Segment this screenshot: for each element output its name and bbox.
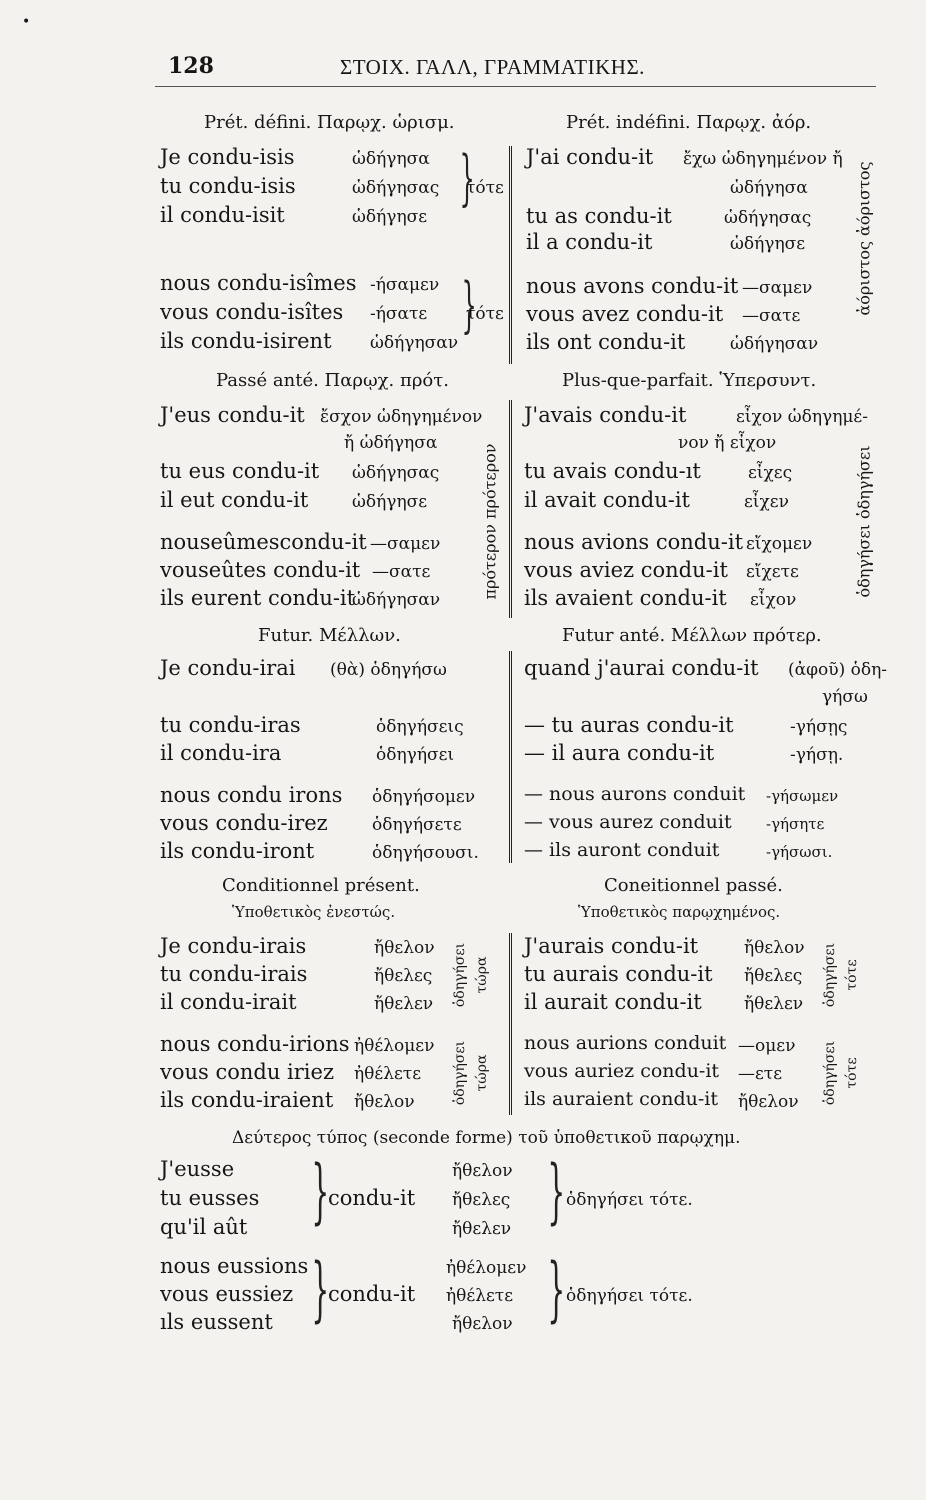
- page-speck: •: [22, 14, 31, 30]
- vertical-annotation: ὁδηγήσει ὁδηγήσει: [854, 445, 874, 598]
- french-form: J'ai condu-it: [526, 145, 654, 169]
- section-subheader: Ὑποθετικὸς παρῳχημένος.: [578, 903, 781, 921]
- vertical-annotation: τότε: [844, 959, 860, 991]
- greek-form: —ομεν: [738, 1036, 796, 1056]
- french-form: vous aviez condu-it: [524, 558, 728, 582]
- french-form: — ils auront conduit: [524, 839, 720, 861]
- french-form: nous avions condu-it: [524, 530, 744, 554]
- french-form: nous avons condu-it: [526, 274, 739, 298]
- result: ὁδηγήσει τότε.: [566, 1286, 693, 1306]
- greek-form: ἤθελον: [354, 1092, 415, 1112]
- greek-form: ὁδηγήσει: [376, 745, 455, 765]
- subject: vous eussiez: [160, 1282, 294, 1306]
- greek-form: ὡδήγησαν: [730, 334, 819, 354]
- section-header: Prét. défini. Παρῳχ. ὡρισμ.: [204, 112, 455, 133]
- french-form: il condu-isit: [160, 203, 285, 227]
- greek-form: -γήσωσι.: [766, 843, 833, 861]
- greek-form: (θὰ) ὁδηγήσω: [330, 660, 447, 680]
- greek-form: ὡδήγησαν: [370, 333, 459, 353]
- french-form: vous condu iriez: [160, 1060, 335, 1084]
- greek-form: -γήσωμεν: [766, 787, 839, 805]
- french-form: tu condu-irais: [160, 962, 308, 986]
- greek-form: ὁδηγήσομεν: [372, 787, 476, 807]
- greek-form: -ήσατε: [370, 304, 428, 324]
- french-form: — il aura condu-it: [524, 741, 715, 765]
- greek-form: γήσω: [822, 687, 868, 707]
- greek-form: εἶχον ὡδηγημέ-: [736, 407, 868, 427]
- french-form: tu condu-isis: [160, 174, 296, 198]
- french-form: — vous aurez conduit: [524, 811, 732, 833]
- brace-icon: }: [459, 143, 475, 213]
- french-form: nous condu-irions: [160, 1032, 350, 1056]
- greek-form: ὡδήγησας: [352, 178, 440, 198]
- section-subheader: Ὑποθετικὸς ἐνεστώς.: [232, 903, 396, 921]
- vertical-annotation: ὁδηγήσει: [822, 1040, 838, 1106]
- greek-form: ἤθελες: [374, 966, 433, 986]
- greek-form: ὁδηγήσετε: [372, 815, 462, 835]
- greek-form: ἠθέλομεν: [354, 1036, 435, 1056]
- greek-form: —σατε: [742, 306, 801, 326]
- greek-form: εἶχεν: [744, 492, 789, 512]
- vertical-annotation: ὁδηγήσει: [452, 942, 468, 1008]
- french-form: ils avaient condu-it: [524, 586, 727, 610]
- brace-icon: }: [547, 1248, 566, 1330]
- french-form: tu condu-iras: [160, 713, 301, 737]
- french-form: tu aurais condu-it: [524, 962, 713, 986]
- greek-form: -γήσῃ.: [790, 745, 844, 765]
- section-header: Passé anté. Παρῳχ. πρότ.: [216, 370, 449, 391]
- french-form: il eut condu-it: [160, 488, 309, 512]
- greek-form: ἔχω ὡδηγημένον ἤ: [683, 149, 843, 169]
- french-form: J'eus condu-it: [160, 403, 305, 427]
- french-form: tu avais condu-ıt: [524, 459, 701, 483]
- french-form: J'aurais condu-it: [524, 934, 699, 958]
- vertical-annotation: τώρα: [474, 956, 490, 994]
- greek-adverb: τότε: [466, 304, 504, 324]
- section-header: Δεύτερος τύπος (seconde forme) τοῦ ὑποθετικοῦ παρῳχημ.: [232, 1128, 741, 1148]
- greek-form: εἴχετε: [746, 562, 799, 582]
- greek-adverb: τότε: [466, 178, 504, 198]
- french-form: il avait condu-it: [524, 488, 690, 512]
- french-form: vous condu-irez: [160, 811, 328, 835]
- brace-icon: }: [311, 1248, 330, 1330]
- result: ὁδηγήσει τότε.: [566, 1190, 693, 1210]
- french-form: J'avais condu-it: [524, 403, 687, 427]
- greek-form: εἶχες: [748, 463, 793, 483]
- greek-form: εἶχον: [750, 590, 797, 610]
- greek-form: ὡδήγησε: [352, 207, 428, 227]
- greek-form: ἠθέλετε: [446, 1286, 514, 1306]
- greek-form: εἴχομεν: [746, 534, 813, 554]
- french-form: — tu auras condu-it: [524, 713, 734, 737]
- verb: condu-it: [328, 1282, 416, 1306]
- french-form: ils eurent condu-it: [160, 586, 356, 610]
- greek-form: -γήσῃς: [790, 717, 848, 737]
- subject: ıls eussent: [160, 1310, 273, 1334]
- greek-form: ἠθέλομεν: [446, 1258, 527, 1278]
- greek-form: -γήσητε: [766, 815, 825, 833]
- greek-form: ἤθελον: [452, 1161, 513, 1181]
- french-form: ils condu-iront: [160, 839, 315, 863]
- french-form: ils ont condu-it: [526, 330, 686, 354]
- vertical-annotation: τότε: [844, 1057, 860, 1089]
- page-number: 128: [168, 53, 214, 79]
- greek-form: νον ἤ εἶχον: [678, 433, 777, 453]
- french-form: Je condu-irai: [160, 656, 296, 680]
- greek-form: ὡδήγησε: [352, 492, 428, 512]
- french-form: — nous aurons conduit: [524, 783, 746, 805]
- section-header: Futur. Μέλλων.: [258, 625, 401, 646]
- verb: condu-it: [328, 1186, 416, 1210]
- french-form: il condu-ira: [160, 741, 282, 765]
- brace-icon: }: [461, 270, 477, 340]
- subject: tu eusses: [160, 1186, 260, 1210]
- french-form: quand j'aurai condu-it: [524, 656, 759, 680]
- column-divider: [509, 933, 512, 1115]
- french-form: vouseûtes condu-it: [160, 558, 361, 582]
- greek-form: —σατε: [372, 562, 431, 582]
- greek-form: ὡδήγησας: [724, 208, 812, 228]
- greek-form: —σαμεν: [742, 278, 813, 298]
- french-form: tu as condu-it: [526, 204, 672, 228]
- french-form: nouseûmescondu-it: [160, 530, 367, 554]
- vertical-annotation: πρότερον πρότερον: [480, 443, 500, 600]
- column-divider: [509, 651, 512, 863]
- brace-icon: }: [311, 1150, 330, 1232]
- greek-form: ἤθελες: [452, 1190, 511, 1210]
- french-form: il aurait condu-it: [524, 990, 702, 1014]
- greek-form: ἔσχον ὡδηγημένον: [320, 407, 483, 427]
- vertical-annotation: ὁδηγήσει: [452, 1040, 468, 1106]
- french-form: vous condu-isîtes: [160, 300, 344, 324]
- greek-form: ὡδήγησα: [730, 178, 808, 198]
- greek-form: ἤθελες: [744, 966, 803, 986]
- greek-form: ὡδήγησα: [352, 149, 430, 169]
- subject: J'eusse: [160, 1157, 235, 1181]
- greek-form: ἤθελον: [374, 938, 435, 958]
- french-form: vous avez condu-it: [526, 302, 724, 326]
- header-rule: [155, 86, 876, 87]
- french-form: Je condu-isis: [160, 145, 295, 169]
- french-form: il a condu-it: [526, 230, 653, 254]
- subject: nous eussions: [160, 1254, 309, 1278]
- greek-form: ὡδήγησας: [352, 463, 440, 483]
- greek-form: ὡδήγησε: [730, 234, 806, 254]
- section-header: Coneitionnel passé.: [604, 875, 783, 896]
- greek-form: ἤθελεν: [744, 994, 804, 1014]
- brace-icon: }: [547, 1150, 566, 1232]
- section-header: Plus-que-parfait. Ὑπερσυντ.: [562, 370, 817, 391]
- vertical-annotation: ὁδηγήσει: [822, 942, 838, 1008]
- french-form: vous auriez condu-it: [524, 1060, 720, 1082]
- french-form: ils condu-iraient: [160, 1088, 334, 1112]
- french-form: nous condu irons: [160, 783, 343, 807]
- french-form: nous aurions conduit: [524, 1032, 727, 1054]
- greek-form: ἤθελεν: [374, 994, 434, 1014]
- greek-form: ἤ ὡδήγησα: [344, 433, 438, 453]
- greek-form: —ετε: [738, 1064, 783, 1084]
- french-form: Je condu-irais: [160, 934, 307, 958]
- vertical-annotation: τώρα: [474, 1054, 490, 1092]
- greek-form: ὁδηγήσεις: [376, 717, 464, 737]
- section-header: Futur anté. Μέλλων πρότερ.: [562, 625, 822, 646]
- french-form: ils auraient condu-it: [524, 1088, 718, 1110]
- french-form: il condu-irait: [160, 990, 297, 1014]
- greek-form: ἤθελον: [738, 1092, 799, 1112]
- greek-form: ὁδηγήσουσι.: [372, 843, 479, 863]
- french-form: ils condu-isirent: [160, 329, 332, 353]
- french-form: tu eus condu-it: [160, 459, 320, 483]
- column-divider: [509, 400, 512, 618]
- greek-form: ἠθέλετε: [354, 1064, 422, 1084]
- greek-form: ὡδήγησαν: [352, 590, 441, 610]
- subject: qu'il aût: [160, 1215, 248, 1239]
- section-header: Prét. indéfini. Παρῳχ. ἀόρ.: [566, 112, 812, 133]
- vertical-annotation: ἀόριστος ἀόριστος: [854, 161, 874, 316]
- greek-form: —σαμεν: [370, 534, 441, 554]
- greek-form: ἤθελον: [744, 938, 805, 958]
- greek-form: (ἀφοῦ) ὁδη-: [788, 660, 888, 680]
- section-header: Conditionnel présent.: [222, 875, 420, 896]
- running-head: ΣΤΟΙΧ. ΓΑΛΛ, ΓΡΑΜΜΑΤΙΚΗΣ.: [340, 55, 645, 79]
- greek-form: ἤθελον: [452, 1314, 513, 1334]
- greek-form: -ήσαμεν: [370, 275, 440, 295]
- greek-form: ἤθελεν: [452, 1219, 512, 1239]
- column-divider: [509, 146, 512, 364]
- french-form: nous condu-isîmes: [160, 271, 357, 295]
